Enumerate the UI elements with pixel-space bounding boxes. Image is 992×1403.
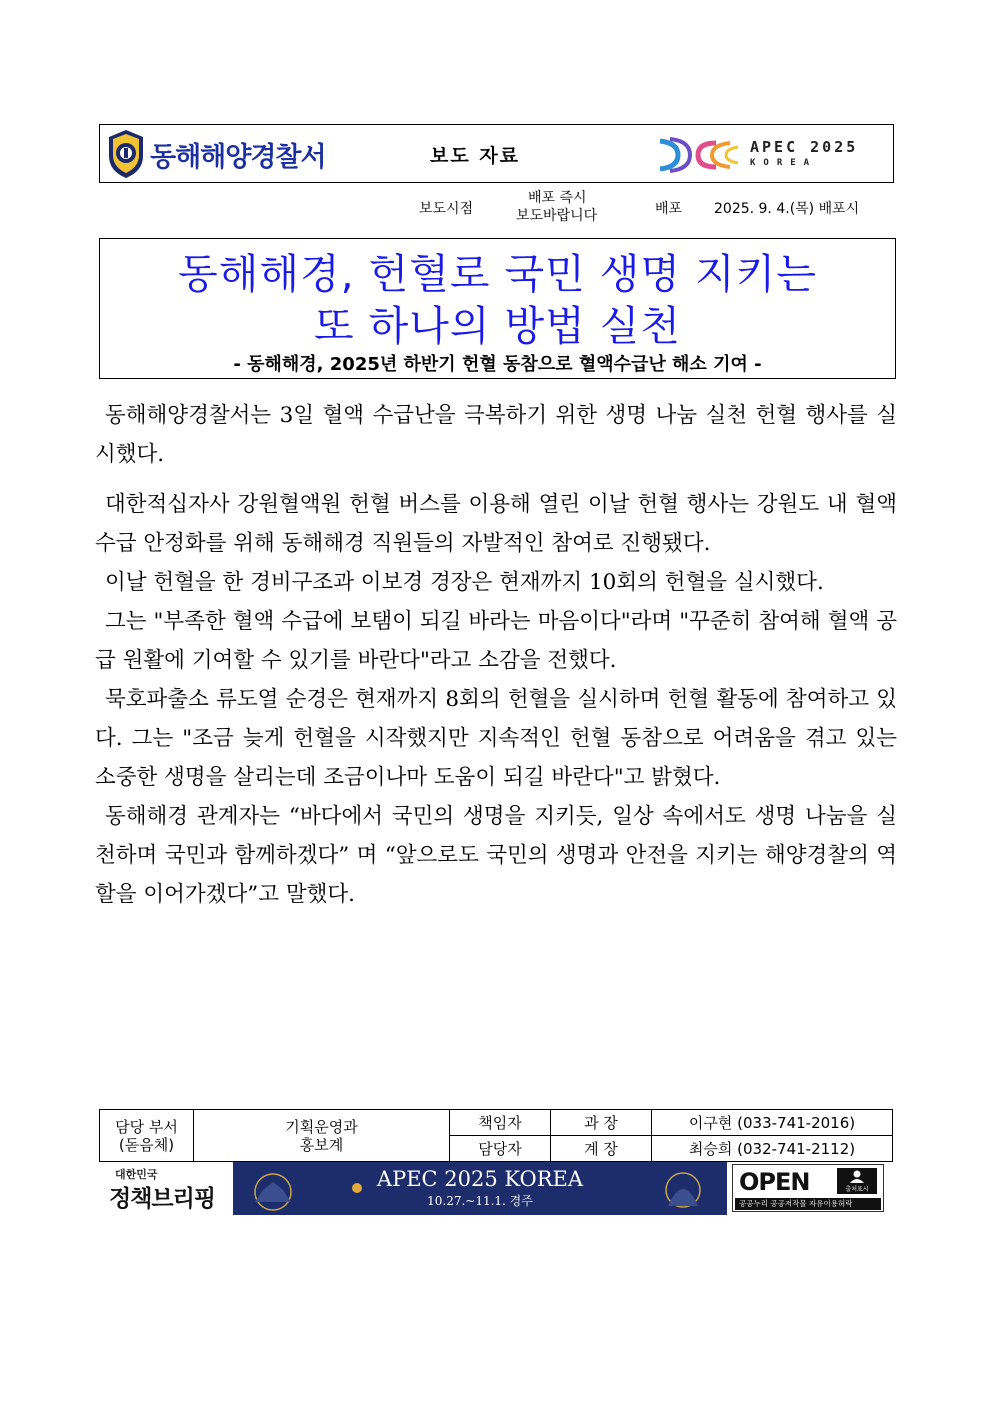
open-license-text: OPEN (739, 1168, 810, 1196)
contact-table (99, 1109, 893, 1162)
press-header (99, 124, 894, 183)
banner-date: 10.27.~11.1. 경주 (427, 1194, 533, 1208)
org-logo (106, 127, 326, 181)
person-cell: 최승희 (032-741-2112) (652, 1136, 893, 1162)
paragraph: 대한적십자사 강원혈액원 헌혈 버스를 이용해 열린 이날 헌혈 행사는 강원도 내 혈액 수급 안정화를 위해 동해해경 직원들의 자발적인 참여로 진행됐다. (95, 492, 897, 556)
apec-banner[interactable] (233, 1162, 727, 1215)
paragraph: 동해해양경찰서는 3일 혈액 수급난을 극복하기 위한 생명 나눔 실천 헌혈 행사를 실시했다. (95, 403, 897, 467)
headline-line-2: 또 하나의 방법 실천 (314, 302, 681, 350)
title-box (99, 238, 896, 379)
person-cell: 이구현 (033-741-2016) (652, 1110, 893, 1136)
kogl-strip (735, 1198, 881, 1210)
role-cell: 담당자 (450, 1136, 551, 1162)
distribution-value: 2025. 9. 4.(목) 배포시 (714, 201, 860, 217)
policy-briefing-title: 정책브리핑 (109, 1186, 216, 1212)
footer-banner (99, 1162, 894, 1215)
dept-label-cell (100, 1110, 194, 1162)
paragraph: 동해해경 관계자는 “바다에서 국민의 생명을 지키듯, 일상 속에서도 생명 나눔을 실천하며 국민과 함께하겠다” 며 “앞으로도 국민의 생명과 안전을 지키는 해양경찰의 역할을 이어가겠다”고 말했다. (95, 804, 897, 907)
table-row (100, 1110, 893, 1136)
apec-logo (656, 133, 871, 175)
article-body (95, 396, 897, 914)
release-time-value-2: 보도바랍니다 (516, 208, 598, 224)
release-time-label: 보도시점 (419, 201, 474, 217)
paragraph: 그는 "부족한 혈액 수급에 보탬이 되길 바라는 마음이다"라며 "꾸준히 참여해 혈액 공급 원활에 기여할 수 있기를 바란다"라고 소감을 전했다. (95, 609, 897, 673)
attribution-badge-icon (837, 1168, 877, 1194)
person-icon (837, 1168, 877, 1184)
role-cell: 책임자 (450, 1110, 551, 1136)
dept-value-cell (194, 1110, 450, 1162)
policy-briefing-logo[interactable] (99, 1166, 229, 1212)
paragraph: 이날 헌혈을 한 경비구조과 이보경 경장은 현재까지 10회의 헌혈을 실시했다. (105, 570, 824, 595)
team-value: 홍보계 (299, 1135, 344, 1154)
kogl-strip-text: 공공누리 공공저작물 자유이용허락 (739, 1199, 853, 1208)
dept-value: 기획운영과 (285, 1117, 358, 1136)
subheadline: - 동해해경, 2025년 하반기 헌혈 동참으로 혈액수급난 해소 기여 - (233, 354, 762, 375)
org-name: 동해해양경찰서 (150, 141, 326, 173)
kogl-open-license[interactable] (732, 1164, 884, 1212)
apec-subtitle: KOREA (750, 158, 818, 168)
dept-label-note: (돋음체) (118, 1135, 175, 1154)
headline-line-1: 동해해경, 헌혈로 국민 생명 지키는 (178, 250, 817, 298)
release-time-value-1: 배포 즉시 (528, 190, 587, 206)
position-cell: 계 장 (551, 1136, 652, 1162)
banner-title: APEC 2025 KOREA (376, 1167, 584, 1191)
position-cell: 과 장 (551, 1110, 652, 1136)
apec-swirl-icon (656, 133, 746, 175)
attribution-badge-text: 출처표시 (845, 1186, 869, 1193)
paragraph: 묵호파출소 류도열 순경은 현재까지 8회의 헌혈을 실시하며 헌혈 활동에 참여하고 있다. 그는 "조금 늦게 헌혈을 시작했지만 지속적인 헌혈 동참으로 어려움을 겪고 있는 소중한 생명을 살리는데 조금이나마 도움이 되길 바란다"고 밝혔다. (95, 687, 897, 790)
apec-title: APEC 2025 (750, 138, 859, 156)
policy-briefing-small: 대한민국 (115, 1168, 158, 1181)
dept-label: 담당 부서 (115, 1117, 178, 1136)
distribution-label: 배포 (655, 201, 683, 217)
doc-type: 보도 자료 (430, 145, 521, 167)
coast-guard-emblem-icon (106, 128, 146, 180)
